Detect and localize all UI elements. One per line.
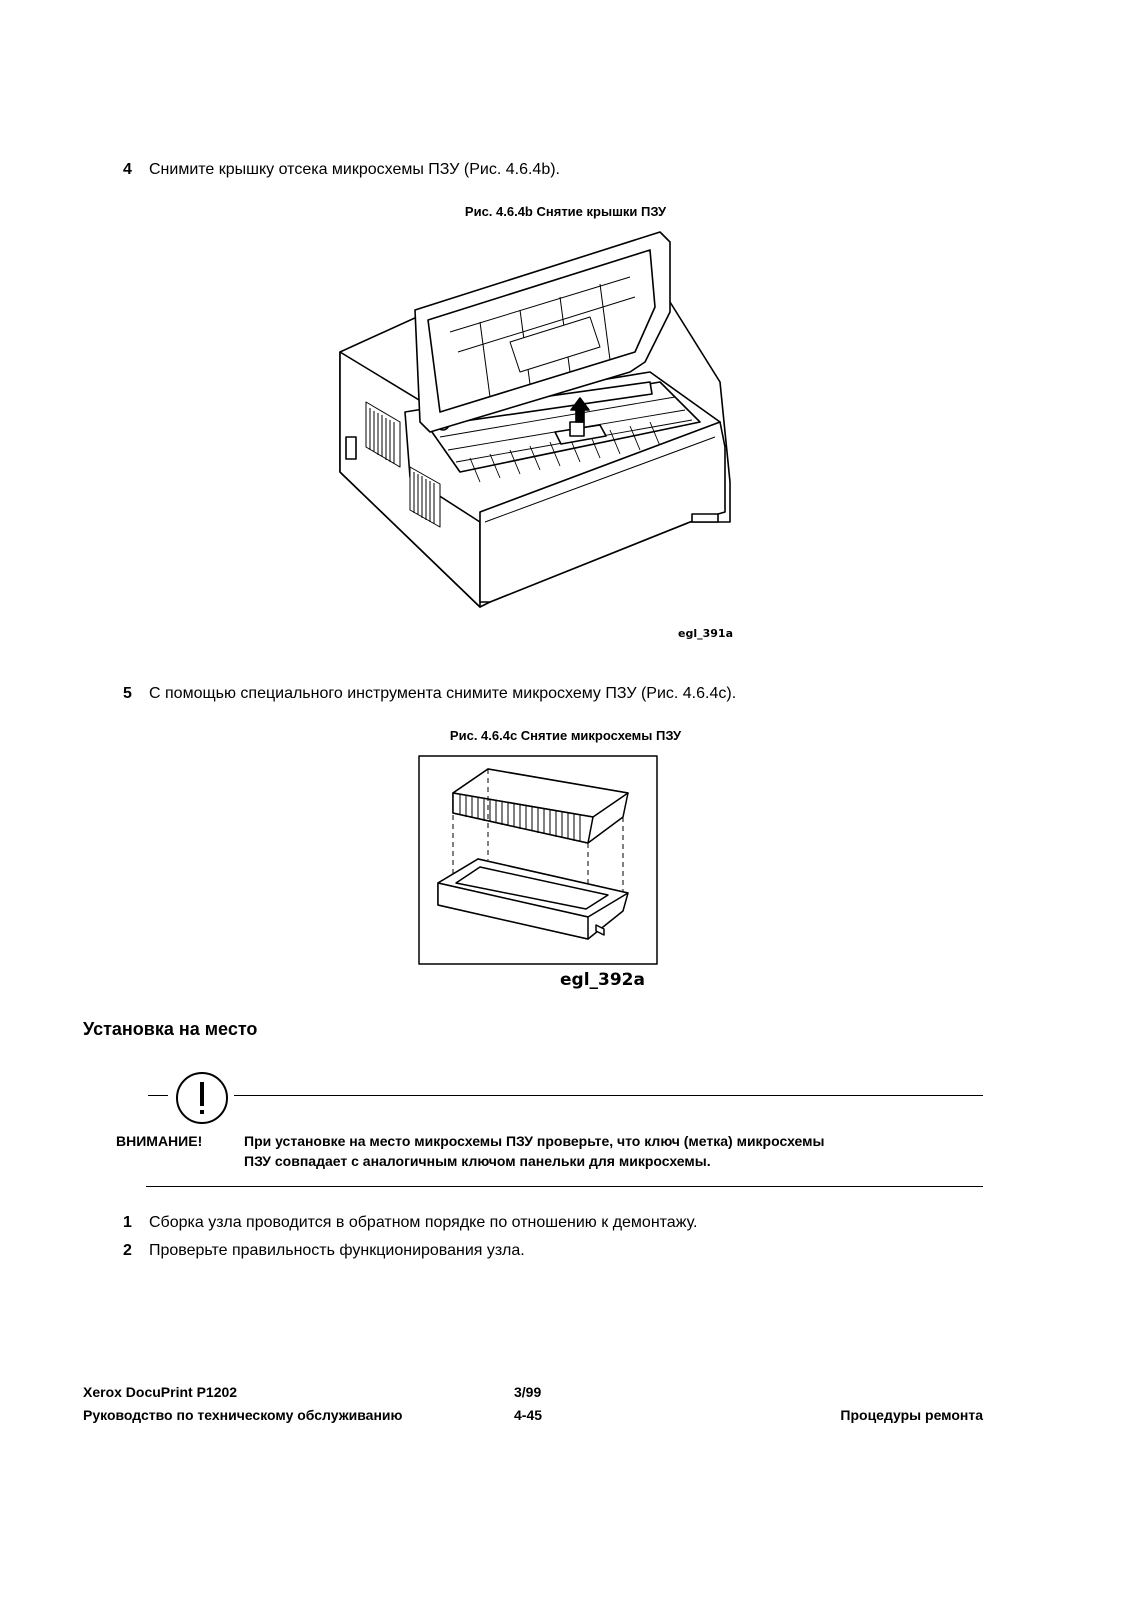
step-4 — [123, 160, 560, 180]
figure-id-egl-392a: egl_392a — [560, 970, 645, 990]
step-5 — [123, 684, 736, 704]
step-number: 1 — [123, 1214, 132, 1231]
step-text: Сборка узла проводится в обратном порядке по отношению к демонтажу. — [149, 1214, 698, 1231]
section-heading: Установка на место — [83, 1019, 258, 1039]
exclamation-icon — [172, 1072, 232, 1124]
figure-caption-4-6-4c: Рис. 4.6.4c Снятие микросхемы ПЗУ — [449, 728, 682, 743]
step-number: 2 — [123, 1242, 132, 1259]
step-2 — [123, 1241, 525, 1261]
footer-date: 3/99 — [514, 1384, 542, 1400]
rom-chip-removal-illustration — [418, 755, 658, 965]
figure-caption-4-6-4b: Рис. 4.6.4b Снятие крышки ПЗУ — [464, 204, 667, 219]
step-1 — [123, 1213, 697, 1233]
step-text: С помощью специального инструмента снимите микросхему ПЗУ (Рис. 4.6.4c). — [149, 685, 737, 702]
step-text: Проверьте правильность функционирования узла. — [149, 1242, 525, 1259]
caution-line-1: При установке на место микросхемы ПЗУ проверьте, что ключ (метка) микросхемы — [244, 1133, 825, 1149]
caution-line-2: ПЗУ совпадает с аналогичным ключом панельки для микросхемы. — [244, 1153, 711, 1169]
step-text: Снимите крышку отсека микросхемы ПЗУ (Рис. 4.6.4b). — [149, 161, 560, 178]
footer-product: Xerox DocuPrint P1202 — [83, 1384, 238, 1400]
step-number: 5 — [123, 685, 132, 702]
footer-manual: Руководство по техническому обслуживанию — [83, 1407, 403, 1423]
caution-label: ВНИМАНИЕ! — [116, 1133, 203, 1149]
footer-page-number: 4-45 — [514, 1407, 543, 1423]
caution-rule-left — [148, 1095, 168, 1096]
printer-rom-cover-illustration — [330, 222, 750, 622]
figure-id-egl-391a: egl_391a — [678, 627, 733, 640]
caution-text — [244, 1131, 824, 1171]
caution-rule-bottom — [146, 1186, 983, 1187]
caution-rule-right — [234, 1095, 983, 1096]
step-number: 4 — [123, 161, 132, 178]
footer-section: Процедуры ремонта — [840, 1407, 983, 1423]
